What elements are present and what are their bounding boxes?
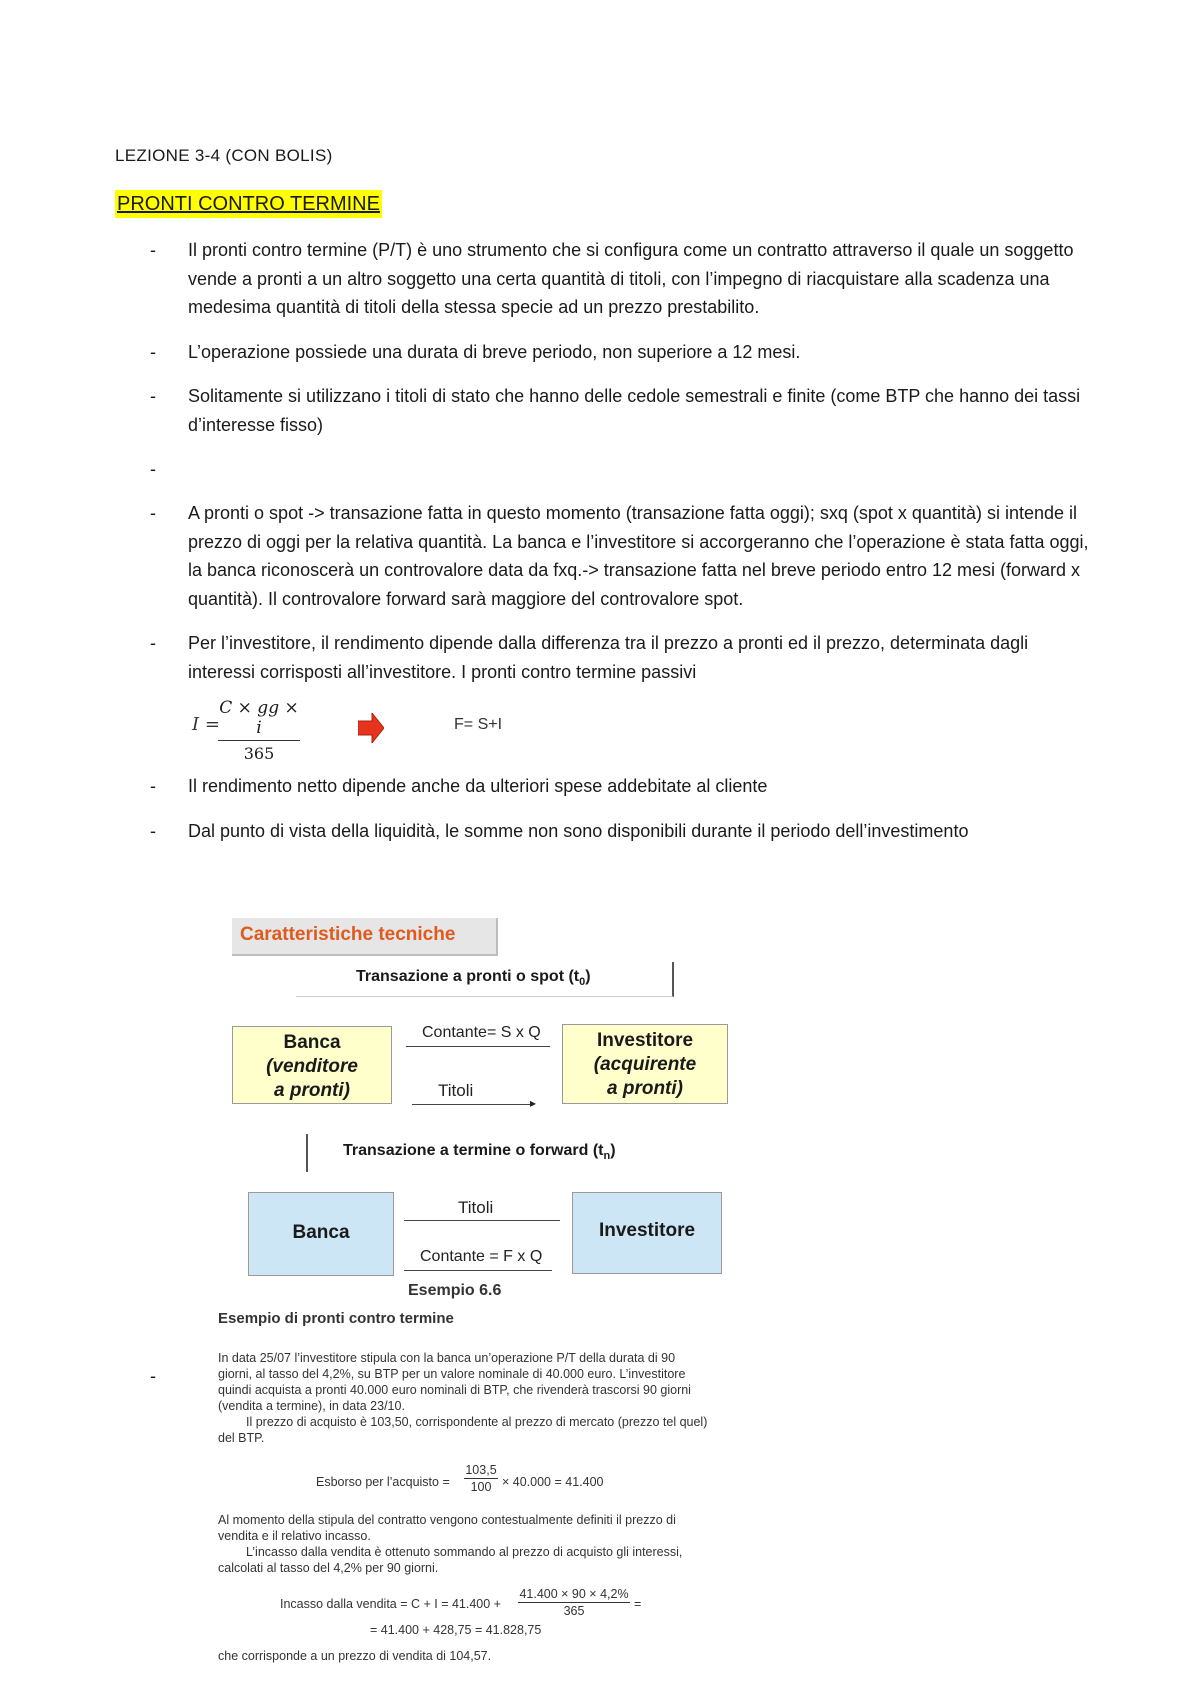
list-item-text: L’operazione possiede una durata di breve periodo, non superiore a 12 mesi.	[188, 341, 801, 362]
example-dash: -	[150, 1366, 156, 1386]
bank-spot-box: Banca (venditore a pronti)	[232, 1026, 392, 1104]
spot-securities-label: Titoli	[438, 1081, 474, 1100]
example-equation-1: Esborso per l’acquisto = 103,5 100 × 40.000 = 41.400	[316, 1463, 604, 1494]
spot-cash-arrow	[406, 1046, 550, 1047]
forward-title-sub: n	[603, 1150, 611, 1163]
section-title: PRONTI CONTRO TERMINE	[115, 190, 382, 218]
list-item: - A pronti o spot -> transazione fatta in questo momento (transazione fatta oggi); sxq (spot x quantità) si intende il prezzo di oggi per la relativa quantità. La banca e l’investitore si accorgeranno che l’operazione è stata fatta oggi, la banca riconoscerà un controvalore data da fxq.-> transazione fatta nel breve periodo entro 12 mesi (forward x quantità). Il controvalore forward sarà maggiore del controvalore spot.	[150, 503, 1089, 609]
list-item: - Il pronti contro termine (P/T) è uno strumento che si configura come un contratto attraverso il quale un soggetto vende a pronti a un altro soggetto una certa quantità di titoli, con l’impegno di riacquistare alla scadenza una medesima quantità di titoli della stessa specie ad un prezzo prestabilito.	[150, 240, 1074, 317]
list-item: - Dal punto di vista della liquidità, le somme non sono disponibili durante il periodo dell’investimento	[150, 820, 969, 841]
example-body	[218, 1350, 708, 1664]
formula-lhs: I =	[192, 714, 220, 735]
investor-forward-box: Investitore	[572, 1192, 722, 1274]
example-paragraph: Il prezzo di acquisto è 103,50, corrispondente al prezzo di mercato (prezzo tel quel) del BTP.	[218, 1415, 708, 1445]
red-arrow-icon	[358, 713, 384, 743]
example-title: Esempio di pronti contro termine	[218, 1310, 454, 1327]
forward-securities-label: Titoli	[458, 1198, 494, 1217]
spot-title-text: Transazione a pronti o spot (t	[356, 968, 580, 985]
list-item-text: Il rendimento netto dipende anche da ulteriori spese addebitate al cliente	[188, 776, 768, 796]
list-item-text: Dal punto di vista della liquidità, le somme non sono disponibili durante il periodo dell’investimento	[188, 820, 969, 841]
forward-cash-label: Contante = F x Q	[420, 1248, 543, 1265]
example-equation-2: Incasso dalla vendita = C + I = 41.400 + 41.400 × 90 × 4,2% 365 = = 41.400 + 428,75 = 41.828,75	[280, 1587, 642, 1637]
list-item-text: Il pronti contro termine (P/T) è uno strumento che si configura come un contratto attraverso il quale un soggetto vende a pronti a un altro soggetto una certa quantità di titoli, con l’impegno di riacquistare alla scadenza una medesima quantità di titoli della stessa specie ad un prezzo prestabilito.	[188, 240, 1074, 317]
example-paragraph: Al momento della stipula del contratto vengono contestualmente definiti il prezzo di vendita e il relativo incasso.	[218, 1513, 676, 1543]
list-item: - Solitamente si utilizzano i titoli di stato che hanno delle cedole semestrali e finite (come BTP che hanno dei tassi d’interesse fisso)	[150, 386, 1081, 435]
example-paragraph: In data 25/07 l’investitore stipula con la banca un’operazione P/T della durata di 90 giorni, al tasso del 4,2%, su BTP per un valore nominale di 40.000 euro. L’investitore quindi acquista a pronti 40.000 euro nominali di BTP, che rivenderà trascorsi 90 giorni (vendita a termine), in data 23/10.	[218, 1351, 691, 1413]
forward-securities-arrow	[404, 1220, 560, 1221]
list-item: - Per l’investitore, il rendimento dipende dalla differenza tra il prezzo a pronti ed il prezzo, determinata dagli interessi corrisposti all’investitore. I pronti contro termine passivi	[150, 633, 1029, 682]
list-item-text: Per l’investitore, il rendimento dipende dalla differenza tra il prezzo a pronti ed il prezzo, determinata dagli interessi corrisposti all’investitore. I pronti contro termine passivi	[188, 633, 1029, 682]
list-item-text: A pronti o spot -> transazione fatta in questo momento (transazione fatta oggi); sxq (spot x quantità) si intende il prezzo di oggi per la relativa quantità. La banca e l’investitore si accorgeranno che l’operazione è stata fatta oggi, la banca riconoscerà un controvalore data da fxq.-> transazione fatta nel breve periodo entro 12 mesi (forward x quantità). Il controvalore forward sarà maggiore del controvalore spot.	[188, 503, 1089, 609]
forward-title: Transazione a termine o forward $(t_n)$	[343, 1142, 616, 1163]
formula-result: F= S+I	[454, 716, 503, 733]
lesson-heading: LEZIONE 3-4 (CON BOLIS)	[115, 146, 333, 165]
forward-title-divider	[306, 1134, 308, 1172]
investor-spot-box: Investitore (acquirente a pronti)	[562, 1024, 728, 1104]
bank-forward-box: Banca	[248, 1192, 394, 1276]
arrow-head-icon: ▸	[530, 1096, 537, 1110]
interest-formula	[150, 696, 1100, 763]
example-label: Esempio 6.6	[408, 1282, 502, 1299]
list-item: - Il rendimento netto dipende anche da ulteriori spese addebitate al cliente	[150, 776, 768, 796]
formula-fraction	[218, 698, 300, 763]
list-item-empty: -	[150, 459, 156, 479]
forward-cash-arrow	[404, 1270, 552, 1271]
spot-title-sub: 0	[579, 976, 586, 989]
list-item: - L’operazione possiede una durata di breve periodo, non superiore a 12 mesi.	[150, 341, 801, 362]
diagram-caption	[232, 918, 498, 956]
formula-denominator: 365	[243, 744, 275, 763]
forward-title-text: Transazione a termine o forward (t	[343, 1142, 604, 1159]
spot-cash-label: Contante= S x Q	[422, 1024, 541, 1041]
example-paragraph: che corrisponde a un prezzo di vendita di 104,57.	[218, 1649, 492, 1663]
spot-securities-arrow	[412, 1104, 534, 1105]
list-item-text: Solitamente si utilizzano i titoli di stato che hanno delle cedole semestrali e finite (come BTP che hanno dei tassi d’interesse fisso)	[188, 386, 1081, 435]
example-paragraph: L’incasso dalla vendita è ottenuto sommando al prezzo di acquisto gli interessi, calcolati al tasso del 4,2% per 90 giorni.	[218, 1545, 683, 1575]
bullet-list	[150, 236, 1100, 861]
diagram-caption-text: Caratteristiche tecniche	[240, 924, 456, 945]
formula-numerator: C × gg × i	[218, 698, 300, 741]
spot-title: Transazione a pronti o spot $(t_0)$	[296, 962, 674, 997]
